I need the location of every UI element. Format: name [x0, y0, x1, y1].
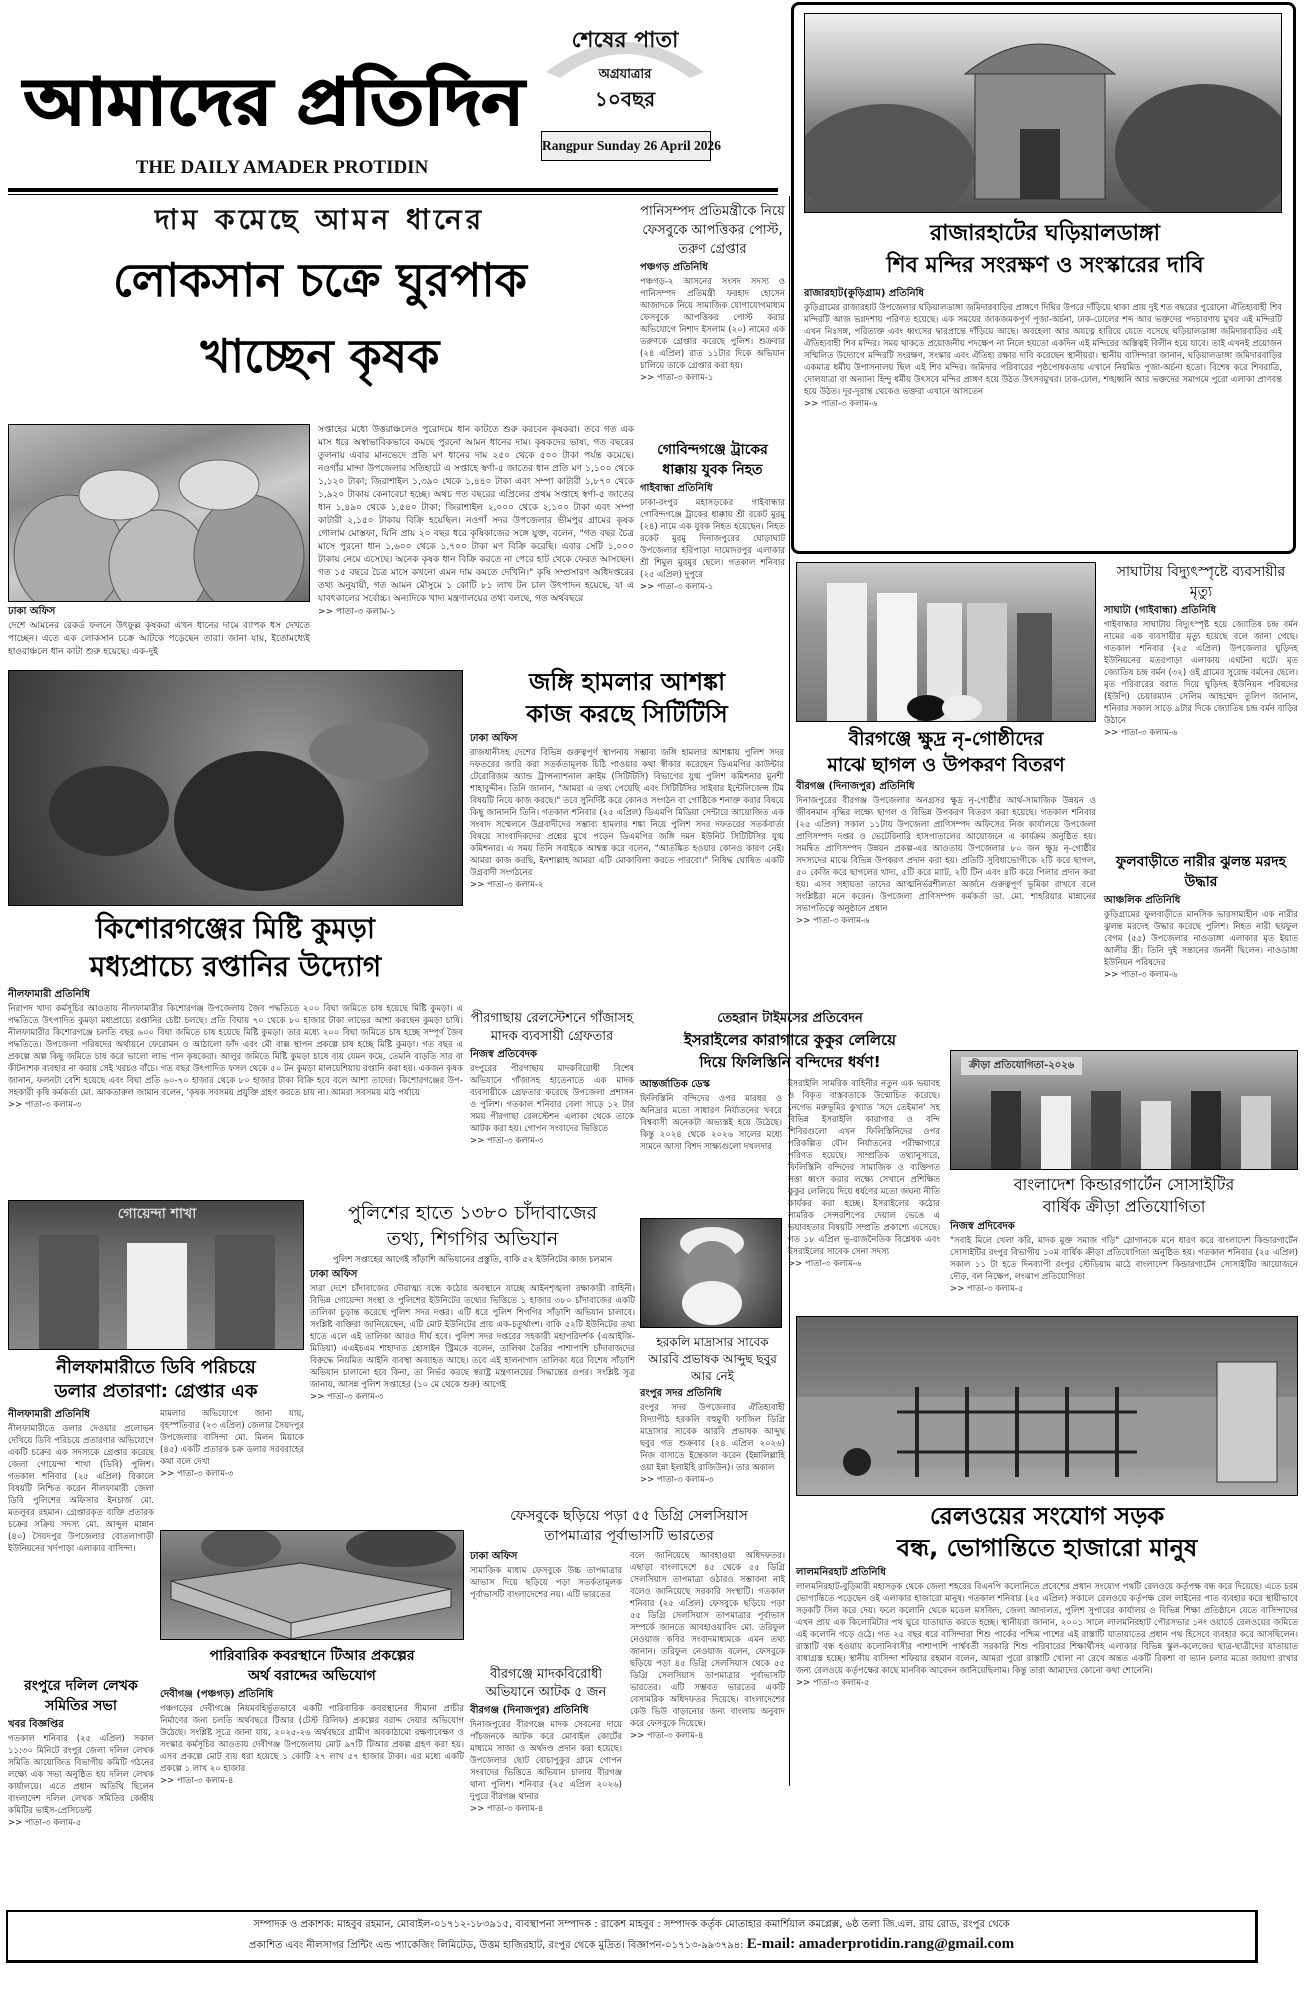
db-fraud-body-right: মামলার অভিযোগে জানা যায়, বৃহস্পতিবার (২৩ এপ্রিল) জেলার সৈয়দপুর উপজেলার বাসিন্দা মো. মিলন মিয়াকে (৪৫) একটি প্রতারক চক্র ডলার সরবরাহের কথা বলে দেখা: [160, 1409, 304, 1467]
db-fraud-byline: নীলফামারী প্রতিনিধি: [8, 1409, 90, 1420]
graveyard-body: পঞ্চগড়ের দেবীগঞ্জে নিয়মবহির্ভূতভাবে একটি পারিবারিক কবরস্থানের সীমানা প্রাচীর নির্মাণের জন্য চলতি অর্থবছরে টিআর (টেস্ট রিলিফ) প্রকল্পের বরাদ্দ দেয়ার অভিযোগ উঠেছে। সংশ্লিষ্ট সূত্রে জানা যায়, ২০২৫-২৬ অর্থবছরে গ্রামীণ অবকাঠামো রক্ষণাবেক্ষণ ও সংস্কার কর্মসূচির আওতায় দেবীগঞ্জ উপজেলায় মোট ৯৭টি টিআর প্রকল্প গ্রহণ করা হয়। এসব প্রকল্পে মোট ব্যয় ধরা হয়েছে ১ কোটি ২৭ লাখ ৫৭ হাজার টাকা। এর মধ্যে একটি প্রকল্পে ১ লাখ ২০ হাজার: [160, 1704, 464, 1774]
govindaganj-body: ঢাকা-রংপুর মহাসড়কের গাইবান্ধার গোবিন্দগঞ্জে ট্রাকের ধাক্কায় শ্রী রকেট মুরমু (২৪) নামে এক যুবক নিহত হয়েছেন। নিহত রকেট মুরমু দিনাজপুরের ঘোড়াঘাট উপজেলার হরিপাড়া দামোদরপুর এলাকার শ্রী শিমুল মুরমুর ছেলে। গতকাল শনিবার (২৫ এপ্রিল) দুপুরে: [640, 498, 785, 580]
pirgachha-body: রংপুরের পীরগাছায় মাদকবিরোধী বিশেষ অভিযানে গাঁজাসহ হাতেনাতে এক মাদক ব্যবসায়ীকে গ্রেফতার করেছে উপজেলা প্রশাসন ও পুলিশ। গতকাল শনিবার বেলা সাড়ে ১২ টার সময় পীরগাছা রেলস্টেশন এলাকা থেকে তাকে আটক করা হয়। গোপন সংবাদের ভিত্তিতে: [470, 1064, 634, 1134]
newspaper-logo: [14, 24, 534, 154]
kindergarten-photo: [950, 1050, 1298, 1170]
police-headline-line1: পুলিশের হাতে ১৩৮০ চাঁদাবাজের: [347, 1202, 598, 1224]
deed-writers-continued: >> পাতা-৩ কলাম-৫: [8, 1818, 82, 1828]
govindaganj-headline: গোবিন্দগঞ্জে ট্রাকের ধাক্কায় যুবক নিহত: [657, 442, 768, 478]
lead-right-column: [318, 424, 634, 619]
masthead-divider-thin: [8, 194, 778, 195]
railway-headline-line2: বন্ধ, ভোগান্তিতে হাজারো মানুষ: [896, 1534, 1198, 1562]
contact-email[interactable]: E-mail: amaderprotidin.rang@gmail.com: [746, 1936, 1015, 1952]
heat-headline-line2: তাপমাত্রার পূর্বাভাসটি ভারতের: [544, 1528, 714, 1544]
obituary-story: [640, 1334, 785, 1486]
imprint-line1: সম্পাদক ও প্রকাশক: মাহবুব রহমান, মোবাইল-০১৭১২-১৮৩৯১৫, ব্যবস্থাপনা সম্পাদক : রাকেশ মাহবুব : সম্পাদক কর্তৃক মোতাহার কমার্শিয়াল কমপ্লেক্স, ৬ষ্ঠ তলা জি.এল. রায় রোড, রংপুর থেকে: [253, 1919, 1010, 1930]
railway-road-illustration: [797, 1317, 1298, 1496]
temple-byline: রাজারহাট(কুড়িগ্রাম) প্রতিনিধি: [804, 288, 925, 299]
lead-headline-line1: লোকসান চক্রে ঘুরপাক: [113, 253, 527, 307]
temple-story-box: [791, 2, 1296, 554]
heat-right-column: [630, 1550, 785, 1742]
facebook-post-story: [640, 202, 785, 384]
db-arrest-photo: [8, 1200, 304, 1350]
phulbari-story: [1104, 852, 1298, 981]
lead-body-right: সপ্তাহের মধ্যে উত্তরাঞ্চলেও পুরোদমে ধান কাটতে শুরু করবেন কৃষকরা। তবে গত এক মাস ধরে অস্বাভাবিকভাবে কমছে পুরনো আমন ধানের দাম। কৃষকদের ভাষ্য, গত বছরের তুলনায় এবার মানভেদে প্রতি মণ ধানের দাম ২৫০ থেকে ৫০০ টাকা পর্যন্ত কমেছে। নওগাঁর মান্দা উপজেলার সতিহাটে এ সপ্তাহে স্বর্ণা-৫ জাতের ধান প্রতি মণ ১,১০০ থেকে ১,১২০ টাকা; জিরাশাইল ১,৩৯০ থেকে ১,৪৪০ টাকা এবং সম্পা কাটারী ১,৮৭০ থেকে ১,৯২০ টাকায় কেনাবেচা হচ্ছে। অথচ গত বছরের এপ্রিলের প্রথম সপ্তাহে স্বর্ণা-৫ জাতের ধান ১,৪৯০ থেকে ১,৫৪০ টাকা; জিরাশাইল ২,০০০ থেকে ২,১০০ টাকা এবং সম্পা কাটারী ২,১৫০ টাকায় বিক্রি হয়েছিল। নওগাঁ সদর উপজেলার ভীমপুর গ্রামের কৃষক গোলাম মোস্তফা, যিনি প্রায় ২০ বছর ধরে কৃষিকাজের সঙ্গে যুক্ত, বলেন, "গত বছর চৈত্র মাসে পুরনো ধান ১,৬০০ থেকে ১,৭০০ টাকা মণ বিক্রি করেছি। এবার সেটি ১,০০০ টাকায় নেমে এসেছে। অনেক কৃষক ধান বিক্রি করতে না পেরে হাট থেকে ফেরত আসছেন। গত ১৫ বছরে চৈত্র মাসে কখনো এমন দাম কমতে দেখিনি।" কৃষি সম্প্রসারণ অধিদপ্তরের তথ্য অনুযায়ী, গত আমন মৌসুমে ১ কোটি ৮১ লাখ টন চাল উৎপাদন হয়েছে, যা এ যাবৎকালের সর্বোচ্চ। অন্যদিকে খাদ্য মন্ত্রণালয়ের তথ্য বলছে, গত অর্থবছরে: [318, 425, 634, 604]
english-name: THE DAILY AMADER PROTIDIN: [135, 157, 429, 178]
goats-headline-line1: বীরগঞ্জে ক্ষুদ্র নৃ-গোষ্ঠীদের: [848, 728, 1044, 750]
birganj-drug-body: দিনাজপুরের বীরগঞ্জে মাদক সেবনের দায়ে পাঁচজনকে আটক করে মোবাইল কোর্টের মাধ্যমে সাজা ও অর্থদণ্ড প্রদান করা হয়েছে। উপজেলার ছোট বোচাপুকুর গ্রামে গোপন সংবাদের ভিত্তিতে অভিযান চালায় বীরগঞ্জ থানা পুলিশ। শনিবার (২৫ এপ্রিল ২০২৬) দুপুরে বীরগঞ্জ থানার: [470, 1720, 622, 1802]
police-headline-line2: তথ্য, শিগগির অভিযান: [386, 1228, 559, 1250]
rice-sacks-illustration: [9, 425, 310, 602]
saghata-byline: সাঘাটা (গাইবান্ধা) প্রতিনিধি: [1104, 605, 1217, 616]
goats-byline: বীরগঞ্জ (দিনাজপুর) প্রতিনিধি: [796, 781, 915, 792]
pirgachha-headline: পীরগাছায় রেলস্টেশনে গাঁজাসহ মাদক ব্যবসায়ী গ্রেফতার: [470, 1011, 634, 1044]
temple-continued: >> পাতা-৩ কলাম-৬: [804, 399, 878, 409]
pumpkin-headline-line1: কিশোরগঞ্জের মিষ্টি কুমড়া: [96, 912, 375, 945]
pumpkin-continued: >> পাতা-৩ কলাম-৩: [8, 1100, 82, 1110]
govindaganj-story: [640, 440, 785, 593]
deed-writers-story: [8, 1676, 154, 1829]
heat-continued: >> পাতা-৩ কলাম-৪: [630, 1731, 704, 1741]
israel-headline-line2: দিয়ে ফিলিস্তিনি বন্দিদের ধর্ষণ!: [699, 1053, 881, 1071]
pumpkin-illustration: [9, 671, 463, 906]
rice-sacks-photo: [8, 424, 310, 602]
graveyard-photo: [160, 1530, 464, 1640]
railway-continued: >> পাতা-৩ কলাম-৫: [796, 1678, 870, 1688]
pumpkin-story: [8, 910, 463, 1111]
heat-body-right: বলে জানিয়েছে আবহাওয়া অধিদফতর। এছাড়া বাংলাদেশে ৪৫ থেকে ৫৫ ডিগ্রি সেলসিয়াস তাপমাত্রা ওঠারও সম্ভাবনা নাই বলেও জানিয়েছে সরকারি সংস্থাটি। গতকাল শনিবার (২৫ এপ্রিল) ফেসবুকে ছড়িয়ে পড়া ৫৫ ডিগ্রি সেলসিয়াস তাপমাত্রার পূর্বাভাস সম্পর্কে জানতে আবহাওয়াবিদ মো. তরিফুল নেওয়াজ কবির সংবাদমাধ্যমকে এমন তথ্য জানান। তরিফুল নেওয়াজ বলেন, ফেসবুকে ছড়িয়ে পড়া ৪৫ ডিগ্রি সেলসিয়াস থেকে ৫৫ ডিগ্রি সেলসিয়াস তাপমাত্রার পূর্বাভাসটি ভারতের। এটি সম্ভবত ভারতের একটি বেসামরিক অধিদফতর দিয়েছে। বাংলাদেশের কেউ ভিউ বাড়ানোর জন্য বাংলায় অনুবাদ করে ফেসবুকে দিয়েছে।: [630, 1551, 785, 1729]
birganj-drug-continued: >> পাতা-৩ কলাম-৪: [470, 1804, 544, 1814]
temple-text: [804, 287, 1282, 410]
pirgachha-byline: নিজস্ব প্রতিবেদক: [470, 1049, 538, 1060]
railway-body: লালমনিরহাট-বুড়িমারী মহাসড়ক থেকে জেলা শহরের বিএনপি কলোনিতে প্রবেশের প্রধান সংযোগ পথটি রেলওয়ে কর্তৃপক্ষ বন্ধ করে দিয়েছে। এতে চরম ভোগান্তিতে পড়েছেন ওই এলাকার হাজারো মানুষ। গতকাল শনিবার (২৫ এপ্রিল) সকালে রেলওয়ে কর্তৃপক্ষ রেল লাইনের পাত ব্যবহার করে স্থায়ীভাবে সড়কটি সিল করে দেয়। ফলে কলোনি থেকে মডেল মসজিদ, জেলা আদালত, পুলিশ সুপারের কার্যালয় ও বিভিন্ন শিক্ষা প্রতিষ্ঠানে যেতে বাসিন্দাদের এখন প্রায় এক কিলোমিটার পথ ঘুরে যাতায়াত করতে হচ্ছে। স্থানীয়রা জানান, ২০০১ সালে লালমনিরহাট পৌরসভার ১নং ওয়ার্ডে রেলওয়ের জমিতে এই কলোনি গড়ে ওঠে। গত ২৫ বছর ধরে বাসিন্দারা শিশু পার্কের পশ্চিম পাশের এই রাস্তাটি যাতায়াতের প্রধান পথ হিসেবে ব্যবহার করে আসছিলেন। রাস্তাটি বন্ধ হওয়ায় কলোনিবাসীর পাশাপাশি পার্শ্ববর্তী সরকারি শিশু পরিবারের শিক্ষার্থীসহ এলাকার বিভিন্ন স্কুল-কলেজের ছাত্র-ছাত্রীদের যাতায়াত বাধাগ্রস্ত হচ্ছে। স্থানীয় বাসিন্দা শফিয়ার রহমান বলেন, আমরা পুরো রাস্তাটি খোলা না রেখে অন্তত একটি রিকশা বা ভ্যান চলার মতো জায়গা রাখার জন্য রেলওয়ে কর্তৃপক্ষের কাছে মানবিক আবেদন জানিয়েছিলাম। কিন্তু তারা আমাদের কোনো কথা শোনেনি।: [796, 1582, 1298, 1676]
db-fraud-left-column: [8, 1408, 154, 1555]
lead-continued: >> পাতা-৩ কলাম-১: [318, 607, 396, 617]
kindergarten-headline-line1: বাংলাদেশ কিন্ডারগার্টেন সোসাইটির: [1013, 1175, 1235, 1194]
israel-right-column: [788, 1078, 940, 1270]
section-badge: [540, 20, 710, 124]
israel-left-column: [640, 1078, 782, 1153]
goat-distribution-illustration: [797, 563, 1096, 722]
db-fraud-right-column: [160, 1408, 304, 1480]
portrait-illustration: [641, 1219, 782, 1328]
railway-story: [796, 1500, 1298, 1689]
obituary-continued: >> পাতা-৩ কলাম-৩: [640, 1475, 714, 1485]
phulbari-byline: আঞ্চলিক প্রতিনিধি: [1104, 895, 1181, 906]
phulbari-body: কুড়িগ্রামের ফুলবাড়ীতে মানসিক ভারসাম্যহীন এক নারীর ঝুলন্ত মরদেহ উদ্ধার করেছে পুলিশ। নিহত নারী ছয়ফুল বেগম (৫৫) উপজেলার নাওডাঙ্গা এলাকার মৃত ইয়াত আলীর স্ত্রী। তিনি দুই সন্তানের জননী ছিলেন। নাওডাঙ্গা ইউনিয়ন পরিষদের: [1104, 910, 1298, 968]
ctc-headline-line2: কাজ করছে সিটিটিসি: [526, 700, 728, 728]
anniversary-line2: ১০বছর: [594, 87, 656, 111]
db-fraud-headline-line1: নীলফামারীতে ডিবি পরিচয়ে: [56, 1357, 256, 1378]
ctc-byline: ঢাকা অফিস: [470, 733, 518, 744]
section-badge-label: শেষের পাতা: [571, 28, 679, 53]
masthead: [0, 0, 790, 186]
israel-body-left: ফিলিস্তিনি বন্দিদের ওপর মারধর ও অনিদ্রার মতো সাধারণ নির্যাতনের খবরে বিশ্ববাসী অনেকটা অভ্যস্তই হয়ে উঠেছে। কিন্তু ২০২৪ থেকে ২০২৬ সালের মধ্যে সামনে আসা বিশদ সাক্ষ্যগুলো দখলদার: [640, 1094, 782, 1152]
israel-byline: আন্তর্জাতিক ডেস্ক: [640, 1079, 710, 1090]
birganj-drug-story: [470, 1666, 622, 1815]
railway-road-photo: [796, 1316, 1298, 1496]
police-byline: ঢাকা অফিস: [310, 1269, 358, 1280]
pumpkin-body: নিরাপদ খাদ্য কর্মসূচির আওতায় নীলফামারীর কিশোরগঞ্জ উপজেলায় জৈব পদ্ধতিতে ২০০ বিঘা জমিতে চাষ হয়েছে মিষ্টি কুমড়া। এ পদ্ধতিতে উৎপাদিত কুমড়া মধ্যপ্রাচ্যে রপ্তানির চেষ্টা চলছে। প্রতি বিঘায় ৭০ থেকে ৮০ হাজার টাকা লাভের আশা করছেন কুমড়া চাষি। নীলফামারীর কিশোরগঞ্জে চলতি বছর ৬০০ বিঘা জমিতে চাষ হয়েছে মিষ্টি কুমড়া। তার মধ্যে ২০০ বিঘা জমিতে চাষ হচ্ছে সম্পূর্ণ জৈব পদ্ধতিতে। উপজেলা পরিষদের অর্থায়নে ফেরোমন ও আঠালো ফাঁদ এবং মৌ বাক্স স্থাপন প্রকল্পে চাষ হচ্ছে মিষ্টি কুমড়া। গত বছর এ প্রকল্পে অল্প কিছু জমিতে চাষ করে ভালো লাভ পান কৃষকেরা। আলুর জমিতে মিষ্টি কুমড়া চাষে ব্যয় যেমন কমে, তেমনি বাড়তি সার বা কীটনাশক ব্যবহার না করায় সেই খরচও বাঁচে। গত বছর উৎপাদিত ফসল থেকে ৫০ টন কুমড়া মালয়েশিয়ায় রপ্তানি করা হয়। একজন কৃষক জানান, ফলনটা বেশি হয়েছে এবং বিঘা প্রতি ৬০-৭০ হাজার থেকে ৮০ হাজার টাকা বিক্রি হবে বলে আশা তাদের। কিশোরগঞ্জের উপ-সহকারী কৃষি কর্মকর্তা মো. আকতারুল জামান বলেন, 'কৃষক সবসময় প্রযুক্তি গ্রহণ করতে চায় না। আমরা সবসময় মাঠ পর্যায়ে: [8, 1004, 463, 1098]
anniversary-line1: অগ্রযাত্রার: [598, 67, 652, 82]
facebook-post-byline: পঞ্চগড় প্রতিনিধি: [640, 262, 708, 273]
govindaganj-byline: গাইবান্ধা প্রতিনিধি: [640, 483, 713, 494]
graveyard-headline-line2: অর্থ বরাদ্দের অভিযোগ: [248, 1668, 376, 1684]
db-fraud-story: [8, 1356, 304, 1404]
temple-headline-line1: রাজারহাটের ঘড়িয়ালডাঙ্গা: [929, 221, 1161, 246]
kindergarten-headline-line2: বার্ষিক ক্রীড়া প্রতিযোগিতা: [1042, 1197, 1206, 1216]
obituary-portrait-photo: [640, 1218, 782, 1328]
ctc-body: রাজধানীসহ দেশের বিভিন্ন গুরুত্বপূর্ণ স্থাপনায় সম্ভাব্য জঙ্গি হামলার আশঙ্কায় পুলিশ সদর দফতরের জারি করা সতর্কতামূলক চিঠি পাওয়ার কথা স্বীকার করেছেন ডিএমপির কাউন্টার টেরোরিজম অ্যান্ড ট্রান্সন্যাশনাল ক্রাইম (সিটিটিসি) বিভাগের যুগ্ম পুলিশ কমিশনার মুনশী শাহাবুদ্দীন। তিনি জানান, "আমরা এ তথ্য পেয়েছি এবং সিটিটিসির সাইবার ইন্টেলিজেন্স টিম বিষয়টি নিয়ে কাজ করছে।" তবে সুনির্দিষ্ট করে কোনও সংগঠন বা গোষ্ঠিকে শনাক্ত করার বিষয়ে কিছু জানাননি তিনি। গতকাল শনিবার (২৫ এপ্রিল) ডিএমপি মিডিয়া সেন্টারে আয়োজিত এক সংবাদ সম্মেলনে উগ্রবাদীদের সম্ভাব্য হামলার শঙ্কা নিয়ে পুলিশ সদর দফতরের সতর্কবার্তা বিষয়ে সাংবাদিকদের প্রশ্নের মুখে পড়েন ডিএমপির জঙ্গি দমন ইউনিট সিটিটিসির যুগ্ম কমিশনার। এ সময় তিনি সবাইকে আশ্বস্ত করে বলেন, "আতঙ্কিত হওয়ার কোনও কারণ নেই। আমরা কাজ করছি, ইনশাল্লাহ আমরা এটি মোকাবিলা করতে পারবো।" নিষিদ্ধ ঘোষিত একটি উগ্রবাদী সংগঠনের: [470, 748, 784, 878]
dateline: Rangpur Sunday 26 April 2026: [541, 131, 711, 161]
kindergarten-banner: ক্রীড়া প্রতিযোগিতা-২০২৬: [961, 1057, 1082, 1075]
ctc-headline-line1: জঙ্গি হামলার আশঙ্কা: [528, 668, 726, 696]
israel-kicker: তেহরান টাইমসের প্রতিবেদন: [717, 1011, 863, 1026]
masthead-divider-thick: [8, 188, 778, 192]
lead-left-column: [8, 605, 310, 659]
obituary-byline: রংপুর সদর প্রতিনিধি: [640, 1388, 722, 1399]
goat-distribution-photo: [796, 562, 1096, 722]
heat-byline: ঢাকা অফিস: [470, 1551, 518, 1562]
lead-kicker: দাম কমেছে আমন ধানের: [154, 203, 486, 236]
ctc-story: [470, 666, 784, 891]
db-photo-banner: গোয়েন্দা শাখা: [117, 1206, 197, 1222]
obituary-headline: হরকলি মাদ্রাসার সাবেক আরবি প্রভাষক আব্দুছ ছবুর আর নেই: [648, 1335, 777, 1383]
db-fraud-headline-line2: ডলার প্রতারণা: গ্রেপ্তার এক: [54, 1381, 258, 1402]
temple-columns: [804, 302, 1282, 410]
graveyard-continued: >> পাতা-৩ কলাম-৪: [160, 1776, 234, 1786]
facebook-post-body: পঞ্চগড়-২ আসনের সংসদ সদস্য ও পানিসম্পদ প্রতিমন্ত্রী ফরহাদ হোসেন আজাদকে নিয়ে সামাজিক যোগাযোগমাধ্যম ফেসবুকে আপত্তিকর পোস্ট করার অভিযোগে নিশাদ ইসলাম (২০) নামের এক তরুণকে গ্রেপ্তার করেছে পুলিশ। শুক্রবার (২৪ এপ্রিল) রাত ১১টার দিকে অভিযান চালিয়ে তাকে গ্রেপ্তার করা হয়।: [640, 277, 785, 371]
db-fraud-continued: >> পাতা-৩ কলাম-৩: [160, 1469, 234, 1479]
temple-illustration: [805, 14, 1282, 213]
pumpkin-byline: নীলফামারী প্রতিনিধি: [8, 989, 90, 1000]
israel-continued: >> পাতা-৩ কলাম-৬: [788, 1259, 862, 1269]
saghata-continued: >> পাতা-৩ কলাম-৬: [1104, 728, 1178, 738]
deed-writers-byline: খবর বিজ্ঞপ্তির: [8, 1719, 64, 1730]
heat-headline-line1: ফেসবুকে ছড়িয়ে পড়া ৫৫ ডিগ্রি সেলসিয়াস: [510, 1508, 748, 1524]
facebook-post-continued: >> পাতা-৩ কলাম-১: [640, 373, 714, 383]
heat-body-left: সামাজিক মাধ্যম ফেসবুকে উচ্চ তাপমাত্রার আভাস দিয়ে ছড়িয়ে পড়া সতর্কতামূলক পূর্বাভাসটি বাংলাদেশের নয়। এটি ভারতের: [470, 1566, 622, 1600]
kindergarten-continued: >> পাতা-৩ কলাম-৫: [950, 1284, 1024, 1294]
police-story: [310, 1200, 635, 1403]
phulbari-headline: ফুলবাড়ীতে নারীর ঝুলন্ত মরদহ উদ্ধার: [1116, 854, 1286, 890]
lead-byline: ঢাকা অফিস: [8, 606, 56, 617]
heat-story: [470, 1506, 788, 1546]
facebook-post-headline: পানিসম্পদ প্রতিমন্ত্রীকে নিয়ে ফেসবুকে আপত্তিকর পোস্ট, তরুণ গ্রেপ্তার: [640, 204, 785, 257]
imprint-line2: প্রকাশিত এবং নীলসাগর প্রিন্টিং এন্ড প্যাকেজিং লিমিটেড, উত্তম হাজিরহাট, রংপুর থেকে মুদ্রিত। বিজ্ঞাপন-০১৭১৩-৯৯৩৭৯৪:: [248, 1940, 744, 1951]
pumpkin-headline-line2: মধ্যপ্রাচ্যে রপ্তানির উদ্যোগ: [89, 950, 382, 983]
goats-story: [796, 726, 1096, 927]
graveyard-headline-line1: পারিবারিক কবরস্থানে টিআর প্রকল্পের: [209, 1648, 415, 1664]
police-continued: >> পাতা-৩ কলাম-৩: [310, 1392, 384, 1402]
police-subhead: পুলিশ সপ্তাহের আগেই সাঁড়াশি অভিযানের প্রস্তুতি, বাকি ৫২ ইউনিটের কাজ চলমান: [332, 1255, 613, 1265]
deed-writers-body: গতকাল শনিবার (২৫ এপ্রিল) সকাল ১১:৩০ মিনিটে রংপুর জেলা দলিল লেখক সমিতি আয়োজিত বিভাগীয় কমিটি গঠনের লক্ষ্যে এক সভা অনুষ্ঠিত হয় দলিল লেখক কার্যালয়ে। এতে প্রধান অতিথি ছিলেন বাংলাদেশ দলিল লেখক সমিতির কেন্দ্রীয় কমিটির ভাইস-প্রেসিডেন্ট: [8, 1734, 154, 1816]
logo-lettering: [14, 24, 534, 154]
ctc-continued: >> পাতা-৩ কলাম-২: [470, 880, 544, 890]
birganj-drug-byline: বীরগঞ্জ (দিনাজপুর) প্রতিনিধি: [470, 1705, 589, 1716]
temple-photo: [804, 13, 1282, 213]
goats-continued: >> পাতা-৩ কলাম-৬: [796, 916, 870, 926]
saghata-body: গাইবান্ধার সাঘাটায় বিদ্যুৎস্পৃষ্ট হয়ে জ্যোতিষ চন্দ্র বর্মন নামের এক ব্যবসায়ীর মৃত্যু হয়েছে বলে জানা গেছে। গতকাল শনিবার (২৫ এপ্রিল) উপজেলার ঘুড়িদহ ইউনিয়নের মতরপাড়া এলাকায় এঘটনা ঘটে। মৃত জ্যোতিষ চন্দ্র বর্মন (৩২) ওই গ্রামের সুরেন্দ্র বর্মনের ছেলে। মৃত পরিবারের বরাত দিয়ে ঘুড়িদহ ইউনিয়ন পরিষদের (ইউপি) চেয়ারম্যান সেলিম আহম্মেদ তুলিপ জানান, শনিবার সকাল সাড়ে ৯টার দিকে জ্যোতিষ চন্দ্র বর্মন বাড়ির উঠানে: [1104, 620, 1298, 726]
pumpkin-photo: [8, 670, 463, 906]
goats-headline-line2: মাঝে ছাগল ও উপকরণ বিতরণ: [827, 754, 1065, 776]
pirgachha-story: [470, 1010, 634, 1147]
goats-body: দিনাজপুরের বীরগঞ্জ উপজেলার অনগ্রসর ক্ষুদ্র নৃ-গোষ্ঠীর আর্থ-সামাজিক উন্নয়ন ও জীবনমান বৃদ্ধির লক্ষ্যে ছাগল ও বিভিন্ন উপকরণ বিতরণ করা হয়েছে। গতকাল শনিবার (২৫ এপ্রিল) সকাল ১১টায় উপজেলা প্রাণিসম্পদ অফিসের নিজ কার্যালয়ে উপজেলা প্রাণিসম্পদ দপ্তর ও ভেটেরিনারি হাসপাতালের আয়োজনে এ কার্যক্রম অনুষ্ঠিত হয়। সমন্বিত প্রাণিসম্পদ উন্নয়ন প্রকল্প-এর আওতায় উপজেলার ৮০ জন ক্ষুদ্র নৃ-গোষ্ঠীর সদস্যদের মাঝে বিভিন্ন উপকরণ প্রদান করা হয়। প্রতিটি সুবিধাভোগীকে ২টি করে ছাগল, ৫০ কেজি করে ছাগলের খাদ্য, ৫টি করে ম্যাট, ২টি টিন এবং ৪টি করে পিলার প্রদান করা হয়। এসব সহায়তা তাদের আত্মনির্ভরশীলতা অর্জনে গুরুত্বপূর্ণ ভূমিকা রাখবে বলে সংশ্লিষ্টরা মনে করেন। উপজেলা প্রাণিসম্পদ কর্মকর্তা ডা. মো. শাহরিয়ার মান্নানের সভাপতিত্বে অনুষ্ঠানে প্রধান: [796, 796, 1096, 914]
graveyard-story: [160, 1646, 464, 1787]
lead-headline-line2: খাচ্ছেন কৃষক: [200, 329, 440, 383]
temple-headline-line2: শিব মন্দির সংরক্ষণ ও সংস্কারের দাবি: [886, 253, 1204, 278]
deed-writers-headline: রংপুরে দলিল লেখক সমিতির সভা: [24, 1678, 138, 1714]
phulbari-continued: >> পাতা-৩ কলাম-৬: [1104, 970, 1178, 980]
kindergarten-illustration: [951, 1051, 1298, 1170]
svg-text:আমাদের প্রতিদিন: আমাদের প্রতিদিন: [24, 66, 474, 140]
police-body: সারা দেশে চাঁদাবাজের দৌরাত্ম্য বন্ধে কঠোর অবস্থানে যাচ্ছে আইনশৃঙ্খলা রক্ষাকারী বাহিনী। বিভিন্ন গোয়েন্দা সংস্থা ও পুলিশের ইউনিটের তথ্যের ভিত্তিতে ১ হাজার ৩৮০ চাঁদাবাজের একটি তালিকা চূড়ান্ত করেছে পুলিশ সদর দপ্তর। এটি ধরে পুলিশ শিগগির সাঁড়াশি অভিযান চালাবে। সংশ্লিষ্ট ব্যক্তিরা জানিয়েছেন, এটি মোট ইউনিটের প্রায় এক-চতুর্থাংশ। বাকি ৫২টি ইউনিটের তথ্য হাতে এলে এই তালিকা আরও দীর্ঘ হবে। পুলিশ সদর দপ্তরের সহকারী মহাপরিদর্শক (এআইজি-মিডিয়া) এএইচএম শাহাদাত হোসাইন স্ট্রিমকে বলেন, তালিকা তৈরির পাশাপাশি চাঁদাবাজদের বিরুদ্ধে নিয়মিত আইনি ব্যবস্থা অব্যাহত আছে। তবে এই হালনাগাদ তালিকা ধরে বিশেষ সাঁড়াশি অভিযান চালানো হবে কিনা, তা নির্ভর করছে স্বরাষ্ট্র মন্ত্রণালয়ের সিদ্ধান্তের ওপর। সংশ্লিষ্ট সূত্র জানায়, আসন্ন পুলিশ সপ্তাহের (১০ মে থেকে শুরু) আগেই: [310, 1284, 635, 1390]
kindergarten-body: "সবাই মিলে খেলা করি, মাদক মুক্ত সমাজ গড়ি" স্লোগানকে মনে ধারণ করে বাংলাদেশ কিন্ডারগার্টেন সোসাইটির রংপুর বিভাগীয় ১০ম বার্ষিক ক্রীড়া প্রতিযোগিতা অনুষ্ঠিত হয়। গতকাল শনিবার (২৫ এপ্রিল) সকাল ১১ টা হতে দিনব্যাপী রংপুর স্টেডিয়াম মাঠে বাংলাদেশ কিন্ডারগার্টেন সোসাইটির আয়োজনে দৌড়, বল নিক্ষেপ, লংঝাপ প্রতিযোগিতা: [950, 1236, 1298, 1282]
heat-left-column: [470, 1550, 622, 1601]
imprint-footer: [6, 1910, 1258, 1963]
saghata-headline: সাঘাটায় বিদ্যুৎস্পৃষ্টে ব্যবসায়ীর মৃত্যু: [1116, 564, 1286, 600]
obituary-body: রংপুর সদর উপজেলার ঐতিহ্যবাহী বিদ্যাপীঠ হরকলি বহুমুখী ফাজিল ডিগ্রি মাদ্রাসার সাবেক আরবি প্রভাষক আব্দুছ ছবুর গত শুক্রবার (২৪ এপ্রিল ২০২৬) নিজ বাসাতে ইন্তেকাল করেন (ইন্নালিল্লাহি ওয়া ইন্না ইলাইহি রাজিউন)। তার অকাল: [640, 1403, 785, 1473]
column-divider: [789, 196, 790, 1786]
govindaganj-continued: >> পাতা-৩ কলাম-১: [640, 582, 714, 592]
db-arrest-illustration: [9, 1201, 304, 1350]
graveyard-illustration: [161, 1531, 464, 1640]
graveyard-byline: দেবীগঞ্জ (পঞ্চগড়) প্রতিনিধি: [160, 1689, 274, 1700]
kindergarten-story: [950, 1174, 1298, 1295]
saghata-story: [1104, 562, 1298, 739]
pirgachha-continued: >> পাতা-৩ কলাম-৩: [470, 1136, 544, 1146]
railway-headline-line1: রেলওয়ের সংযোগ সড়ক: [929, 1502, 1165, 1530]
db-fraud-body: নীলফামারীতে ডলার দেওয়ার প্রলোভন দেখিয়ে ডিবি পরিচয়ে প্রতারণার অভিযোগে একটি চক্রের এক সদস্যকে গ্রেপ্তার করেছে জেলা গোয়েন্দা শাখা (ডিবি) পুলিশ। গতকাল শনিবার (২৫ এপ্রিল) বিকালে বিষয়টি নিশ্চিত করেন নীলফামারী জেলা ডিবি পুলিশের অফিসার ইনচার্জ মো. মতলুবর রহমান। গ্রেপ্তারকৃত ব্যক্তি প্রতারক চক্রের সক্রিয় সদস্য মো. আব্দুল মান্নান (৪০) সৈয়দপুর উপজেলার বোতলাগাড়ী ইউনিয়নের খর্দপাড়া এলাকার বাসিন্দা।: [8, 1424, 154, 1554]
lead-body-left: দেশে আমনের রেকর্ড ফলনে উৎফুল্ল কৃষকরা এখন ধানের দামে ব্যাপক ধস দেখতে পাচ্ছেন। এতে এক লোকসান চক্রে আটকে পড়েছেন তারা। জানা যায়, ইতোমধ্যেই হাওরাঞ্চলে ধান কাটা শুরু হয়েছে। এক-দুই: [8, 621, 310, 657]
kindergarten-byline: নিজস্ব প্রদিবেদক: [950, 1221, 1015, 1232]
railway-byline: লালমনিরহাট প্রতিনিধি: [796, 1567, 886, 1578]
israel-headline-line1: ইসরাইলের কারাগারে কুকুর লেলিয়ে: [684, 1031, 896, 1049]
temple-body: কুড়িগ্রামের রাজারহাট উপজেলার ঘড়িয়ালডাঙ্গা জমিদারবাড়ির প্রাঙ্গণে দিঘির উপরে দাঁড়িয়ে থাকা প্রায় দুই শত বছরের পুরোনো ঐতিহ্যবাহী শিব মন্দিরটি আজ ভগ্নদশায় পরিণত হয়েছে। এক সময়ের জাকজমকপূর্ণ পূজা-অর্চনা, ঢাক-ঢোলের শব্দ আর ভক্তদের পদচারণায় মুখর এই মন্দিরটি এখন নিঃসঙ্গ, পরিত্যক্ত এবং ধ্বংসের দ্বারপ্রান্তে দাঁড়িয়ে আছে। অবহেলা আর অযত্নে হারিয়ে যেতে বসেছে ঘড়িয়ালডাঙ্গা জমিদারবাড়ির এই ঐতিহ্যবাহী শিব মন্দির। সময় থাকতে প্রয়োজনীয় পদক্ষেপ না নিলে হয়তো একদিন এই মন্দিরের অস্তিত্বই বিলীন হয়ে যাবে। তাই এখনই প্রয়োজন সম্মিলিত উদ্যোগে মন্দিরটি সংরক্ষণ, সংস্কার এবং ঐতিহ্য রক্ষার দাবি করেছেন স্থানীয়রা। স্থানীয় বাসিন্দারা জানান, ঘড়িয়ালডাঙ্গা জমিদারবাড়ির একমাত্র ধর্মীয় উপাসনালয় ছিল এই শিব মন্দির। জমিদার পরিবারের পৃষ্ঠপোষকতায় এখানে নিয়মিত পূজা-অর্চনা হতো। বিশেষ করে শিবরাত্রি, দোলযাত্রা বা অন্যান্য হিন্দু ধর্মীয় উৎসবে মন্দির প্রাঙ্গণ হয়ে উঠত উৎসবমুখর। ঢাক-ঢোল, শঙ্খধ্বনি আর ভক্তদের সমাগমে পুরো এলাকা প্রাণবন্ত হয়ে উঠত। দূর-দূরান্ত থেকেও ভক্তরা এখানে আসতেন: [804, 303, 1282, 397]
birganj-drug-headline: বীরগঞ্জে মাদকবিরোধী অভিযানে আটক ৫ জন: [485, 1667, 607, 1700]
israel-body-right: ইসরাইলি সামরিক বাহিনীর নতুন এক ভয়াবহ ও বিকৃত বাস্তবতাকে উন্মোচিত করেছে। নেগেভ মরুভূমির কুখ্যাত 'সদে তেইমান' সহ বিভিন্ন ইসরাইলি কারাগার ও বন্দি শিবিরগুলো এখন ফিলিস্তিনিদের ওপর পরিকল্পিত যৌন নির্যাতনের পরীক্ষাগারে পরিণত হয়েছে। সাম্প্রতিক তথ্যানুসারে, ফিলিস্তিনি বন্দিদের সামাজিক ও ব্যক্তিগত সত্তা ধ্বংস করার লক্ষ্যে সেখানে প্রশিক্ষিত কুকুর লেলিয়ে দিয়ে ধর্ষণের মতো জঘন্য নীতি কার্যকর করা হচ্ছে। ইসরাইলের কঠোর সামরিক সেন্সরশিপের দেয়াল ভেঙে এ ভয়াবহতার বিষয়টি সম্প্রতি প্রকাশ্যে এসেছে। গত ১৮ এপ্রিল ভূ-রাজনৈতিক বিশ্লেষক এবং ইসরাইলের সাবেক সেনা সদস্য: [788, 1079, 940, 1257]
